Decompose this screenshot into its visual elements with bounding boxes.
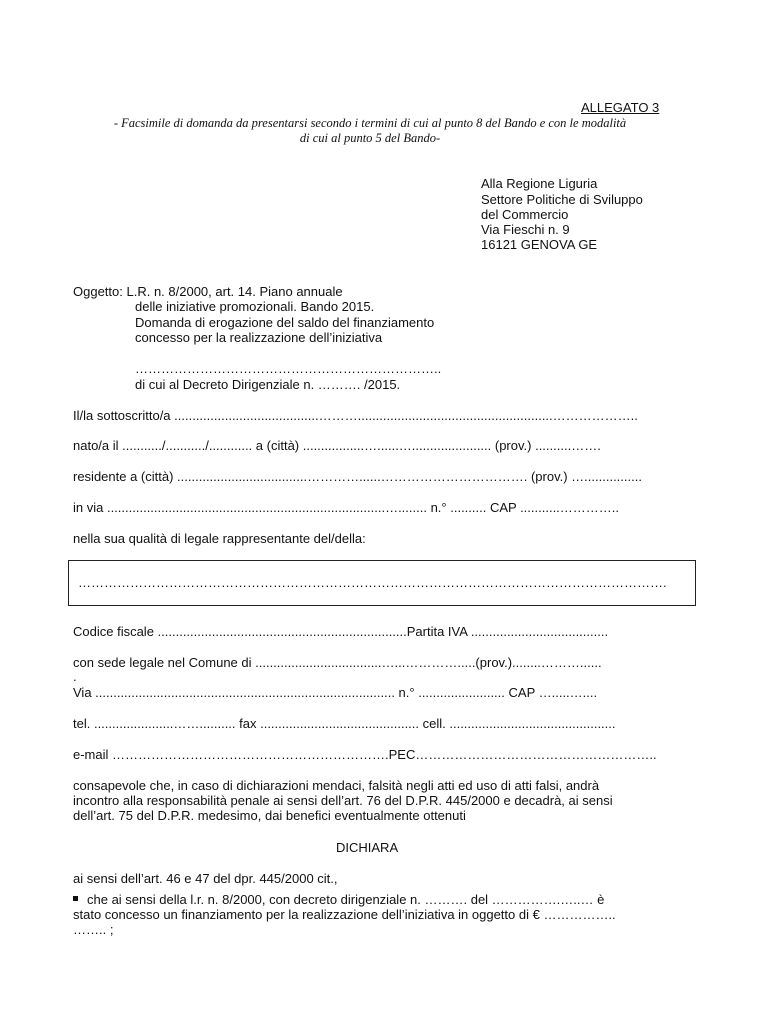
dichiara-item-1 (73, 892, 604, 908)
consapevole-line: incontro alla responsabilità penale ai sensi dell’art. 76 del D.P.R. 445/2000 e decadrà, ai sensi (73, 793, 613, 808)
via2-field[interactable]: Via ................................................................................... n.° ........................ CAP ….....….... (73, 685, 598, 700)
subject-line: di cui al Decreto Dirigenziale n. ………. /2015. (135, 377, 401, 392)
subject-line: delle iniziative promozionali. Bando 2015. (135, 299, 375, 314)
allegato-label: ALLEGATO 3 (581, 100, 660, 115)
subtitle-line-2: di cui al punto 5 del Bando- (299, 131, 441, 145)
dichiara-heading: DICHIARA (336, 840, 399, 855)
organization-dotted-line[interactable]: ………………………………………………………………………………………………………………………. (78, 575, 667, 590)
sede-legale-field[interactable]: con sede legale nel Comune di ...................................…...………….....(prov.)........………...... (73, 655, 602, 670)
dichiara-item-text[interactable]: che ai sensi della l.r. n. 8/2000, con decreto dirigenziale n. ………. del …………….…..… è (87, 892, 605, 907)
recipient-line: 16121 GENOVA GE (481, 237, 598, 252)
qualita-label: nella sua qualità di legale rappresentante del/della: (73, 531, 366, 546)
codice-fiscale-field[interactable]: Codice fiscale .....................................................................Partita IVA ...................................... (73, 624, 609, 639)
email-pec-field[interactable]: e-mail ……………………………………………………….PEC……………………………………………….. (73, 747, 657, 762)
consapevole-line: dell’art. 75 del D.P.R. medesimo, dai benefici eventualmente ottenuti (73, 808, 466, 823)
subject-line: concesso per la realizzazione dell’iniziativa (135, 330, 383, 345)
recipient-line: del Commercio (481, 207, 569, 222)
recipient-line: Settore Politiche di Sviluppo (481, 192, 643, 207)
recipient-line: Via Fieschi n. 9 (481, 222, 570, 237)
subject-text: L.R. n. 8/2000, art. 14. Piano annuale (122, 284, 343, 299)
subject-label: Oggetto: (73, 284, 123, 299)
nato-field[interactable]: nato/a il .........../.........../............ a (città) .................…......…...................... (prov.) ..........……. (73, 438, 601, 453)
dichiara-item-line[interactable]: stato concesso un finanziamento per la realizzazione dell’iniziativa in oggetto di € …………….. (73, 907, 616, 922)
subject-dotted-line[interactable]: …………………………………………………………….. (135, 361, 442, 376)
recipient-line: Alla Regione Liguria (481, 176, 598, 191)
contacts-field[interactable]: tel. ......................…….......... fax ............................................ cell. .............................................. (73, 716, 616, 731)
sede-legale-continuation: . (73, 669, 77, 684)
sottoscritto-field[interactable]: Il/la sottoscritto/a ........................................………......................................................……………….. (73, 408, 638, 423)
via-field[interactable]: in via .............................................................................…........ n.° .......... CAP ...........………….. (73, 500, 620, 515)
residente-field[interactable]: residente a (città) ....................................…………......……………………………. (prov.) …................ (73, 469, 642, 484)
subject-first-line (73, 284, 343, 300)
bullet-square-icon (73, 896, 78, 901)
subtitle-line-1: - Facsimile di domanda da presentarsi secondo i termini di cui al punto 8 del Bando e con le modalità (113, 116, 627, 130)
subject-line: Domanda di erogazione del saldo del finanziamento (135, 315, 435, 330)
dichiara-item-line[interactable]: …….. ; (73, 922, 114, 937)
organization-box[interactable] (68, 560, 696, 606)
consapevole-line: consapevole che, in caso di dichiarazioni mendaci, falsità negli atti ed uso di atti falsi, andrà (73, 778, 600, 793)
dichiara-intro: ai sensi dell’art. 46 e 47 del dpr. 445/2000 cit., (73, 871, 338, 886)
